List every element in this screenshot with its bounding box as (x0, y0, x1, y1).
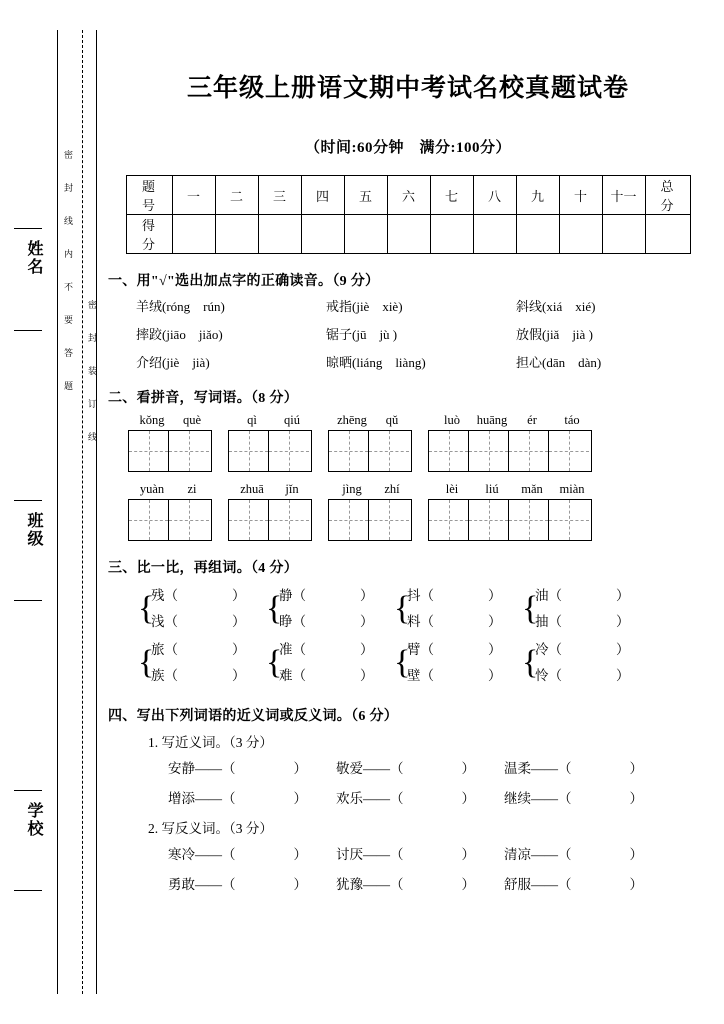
exam-paper-body (108, 0, 708, 903)
tianzige-cell[interactable] (549, 431, 589, 471)
margin-rule-dashed (82, 30, 83, 994)
dash: ——（ (195, 761, 236, 776)
word: 增添 (168, 791, 195, 806)
pinyin-syllable: qì (247, 413, 257, 427)
pinyin-choice-item[interactable]: 介绍(jiè jià) (136, 355, 210, 370)
score-col-11: 十一 (602, 176, 645, 215)
pinyin-syllable: qiú (284, 413, 300, 427)
pinyin-syllable: zhēng (337, 413, 367, 427)
score-blank-1[interactable] (172, 215, 215, 254)
char: 抽 (535, 614, 549, 629)
pinyin-label-group (428, 482, 592, 497)
pinyin-syllable: huāng (476, 413, 508, 427)
tianzige-cell[interactable] (369, 500, 409, 540)
synonym-item (168, 757, 336, 777)
tianzige-grid[interactable] (428, 430, 592, 472)
tianzige-cell[interactable] (169, 431, 209, 471)
answer-blank[interactable]: （ ） (292, 668, 374, 683)
school-label-rule-bottom (14, 890, 42, 891)
pinyin-choice-item[interactable]: 戒指(jiè xiè) (326, 299, 403, 314)
dash: ——（ (531, 847, 572, 862)
char: 油 (535, 588, 549, 603)
compare-line (151, 609, 266, 635)
pinyin-write-row-2 (128, 482, 708, 541)
close-paren: ） (629, 791, 643, 806)
score-blank-10[interactable] (559, 215, 602, 254)
score-blank-11[interactable] (602, 215, 645, 254)
compare-line (279, 663, 394, 689)
pinyin-label-group (228, 413, 312, 428)
close-paren: ） (293, 847, 307, 862)
brace-icon: { (394, 590, 411, 627)
synonym-item (504, 757, 672, 777)
section-3-heading: 三、比一比，再组词。（4 分） (108, 561, 298, 576)
pinyin-label-group (328, 413, 412, 428)
char: 臂 (407, 642, 421, 657)
compare-line (151, 663, 266, 689)
name-label-rule-top (14, 228, 42, 229)
table-row (126, 176, 690, 215)
tianzige-grid[interactable] (128, 499, 212, 541)
brace-icon: { (394, 644, 411, 681)
dash: ——（ (363, 877, 404, 892)
compare-line (407, 637, 522, 663)
score-col-4: 四 (301, 176, 344, 215)
compare-word-pair (522, 637, 650, 689)
pinyin-choice-item[interactable]: 晾晒(liáng liàng) (326, 355, 426, 370)
sealing-binding-text: 密 封 装 订 线 (87, 300, 97, 443)
word: 安静 (168, 761, 195, 776)
pinyin-choice-item[interactable]: 摔跤(jiāo jiǎo) (136, 327, 223, 342)
tianzige-cell[interactable] (269, 431, 309, 471)
compare-word-row-2 (138, 637, 708, 689)
answer-blank[interactable]: （ ） (164, 614, 246, 629)
pinyin-syllable: mǎn (521, 482, 543, 496)
score-blank-7[interactable] (430, 215, 473, 254)
exam-subtitle: （时间:60分钟 满分:100分） (305, 140, 511, 156)
score-blank-2[interactable] (215, 215, 258, 254)
section-2-body (128, 413, 708, 541)
antonym-item (504, 873, 672, 893)
word: 勇敢 (168, 877, 195, 892)
pinyin-write-group (228, 413, 312, 472)
name-label: 姓名 (25, 240, 42, 276)
score-table-row-header-2: 得 分 (126, 215, 172, 254)
word: 舒服 (504, 877, 531, 892)
char: 旅 (151, 642, 165, 657)
brace-icon: { (138, 644, 155, 681)
tianzige-grid[interactable] (228, 499, 312, 541)
antonym-row-1 (168, 843, 708, 863)
answer-blank[interactable]: （ ） (164, 642, 246, 657)
synonym-item (336, 787, 504, 807)
answer-blank[interactable]: （ ） (548, 614, 630, 629)
section-4-body (138, 731, 708, 893)
section-3-body (138, 583, 708, 689)
char: 怜 (535, 668, 549, 683)
score-col-3: 三 (258, 176, 301, 215)
close-paren: ） (629, 847, 643, 862)
tianzige-grid[interactable] (128, 430, 212, 472)
tianzige-cell[interactable] (269, 500, 309, 540)
compare-line (151, 583, 266, 609)
pinyin-syllable: què (182, 413, 202, 427)
tianzige-cell[interactable] (469, 500, 509, 540)
pinyin-choice-row (136, 324, 708, 343)
dash: ——（ (195, 791, 236, 806)
pinyin-syllable: jǐn (285, 482, 299, 496)
char: 静 (279, 588, 293, 603)
synonym-item (504, 787, 672, 807)
pinyin-choice-item[interactable]: 羊绒(róng rún) (136, 299, 225, 314)
pinyin-write-group (128, 413, 212, 472)
seal-line-text: 密 封 线 内 不 要 答 题 (63, 150, 73, 392)
antonym-item (504, 843, 672, 863)
compare-line (407, 609, 522, 635)
word: 清凉 (504, 847, 531, 862)
pinyin-syllable: miàn (559, 482, 585, 496)
margin-rule-outer (57, 30, 58, 994)
word: 寒冷 (168, 847, 195, 862)
pinyin-write-group (328, 482, 412, 541)
tianzige-cell[interactable] (129, 500, 169, 540)
brace-icon: { (266, 644, 283, 681)
char: 难 (279, 668, 293, 683)
pinyin-write-group (128, 482, 212, 541)
tianzige-cell[interactable] (549, 500, 589, 540)
score-blank-8[interactable] (473, 215, 516, 254)
tianzige-cell[interactable] (329, 500, 369, 540)
answer-blank[interactable]: （ ） (292, 614, 374, 629)
brace-icon: { (266, 590, 283, 627)
antonym-item (168, 843, 336, 863)
close-paren: ） (293, 877, 307, 892)
score-col-2: 二 (215, 176, 258, 215)
compare-word-pair (394, 583, 522, 635)
compare-line (279, 609, 394, 635)
pinyin-write-group (228, 482, 312, 541)
answer-blank[interactable]: （ ） (548, 588, 630, 603)
pinyin-choice-row (136, 296, 708, 315)
brace-icon: { (138, 590, 155, 627)
word: 欢乐 (336, 791, 363, 806)
tianzige-cell[interactable] (369, 431, 409, 471)
answer-blank[interactable]: （ ） (420, 588, 502, 603)
tianzige-cell[interactable] (229, 500, 269, 540)
tianzige-cell[interactable] (469, 431, 509, 471)
pinyin-syllable: zhí (384, 482, 400, 496)
close-paren: ） (293, 791, 307, 806)
pinyin-choice-row (136, 352, 708, 371)
answer-blank[interactable]: （ ） (292, 642, 374, 657)
synonym-row-2 (168, 787, 708, 807)
char: 族 (151, 668, 165, 683)
close-paren: ） (293, 761, 307, 776)
compare-line (535, 609, 650, 635)
score-table-row-header: 题 号 (126, 176, 172, 215)
compare-word-pair (522, 583, 650, 635)
char: 壁 (407, 668, 421, 683)
dash: ——（ (363, 761, 404, 776)
section-2-heading: 二、看拼音，写词语。（8 分） (108, 391, 298, 406)
compare-line (279, 637, 394, 663)
score-blank-total[interactable] (645, 215, 690, 254)
class-label-rule-top (14, 500, 42, 501)
compare-word-pair (266, 637, 394, 689)
pinyin-syllable: ér (527, 413, 537, 427)
score-blank-4[interactable] (301, 215, 344, 254)
pinyin-syllable: kǒng (139, 413, 165, 427)
char: 睁 (279, 614, 293, 629)
answer-blank[interactable]: （ ） (420, 614, 502, 629)
dash: ——（ (363, 847, 404, 862)
score-blank-3[interactable] (258, 215, 301, 254)
compare-word-pair (138, 637, 266, 689)
char: 残 (151, 588, 165, 603)
score-blank-9[interactable] (516, 215, 559, 254)
table-row (126, 215, 690, 254)
tianzige-grid[interactable] (328, 499, 412, 541)
tianzige-cell[interactable] (129, 431, 169, 471)
close-paren: ） (461, 791, 475, 806)
compare-line (151, 637, 266, 663)
pinyin-syllable: luò (444, 413, 460, 427)
antonym-item (168, 873, 336, 893)
tianzige-cell[interactable] (509, 431, 549, 471)
pinyin-syllable: táo (564, 413, 580, 427)
close-paren: ） (461, 847, 475, 862)
compare-word-pair (138, 583, 266, 635)
school-label-rule-top (14, 790, 42, 791)
pinyin-label-group (428, 413, 592, 428)
school-label: 学校 (25, 802, 42, 838)
antonym-item (336, 873, 504, 893)
word: 继续 (504, 791, 531, 806)
dash: ——（ (531, 877, 572, 892)
tianzige-cell[interactable] (509, 500, 549, 540)
section-4-sub-1: 1. 写近义词。（3 分） (148, 735, 273, 750)
compare-word-pair (394, 637, 522, 689)
tianzige-cell[interactable] (169, 500, 209, 540)
pinyin-syllable: zi (187, 482, 197, 496)
score-col-total: 总 分 (645, 176, 690, 215)
dash: ——（ (531, 791, 572, 806)
pinyin-label-group (128, 413, 212, 428)
compare-word-pair (266, 583, 394, 635)
word: 讨厌 (336, 847, 363, 862)
class-label: 班级 (25, 512, 42, 548)
score-col-10: 十 (559, 176, 602, 215)
tianzige-grid[interactable] (228, 430, 312, 472)
word: 犹豫 (336, 877, 363, 892)
score-col-5: 五 (344, 176, 387, 215)
answer-blank[interactable]: （ ） (548, 642, 630, 657)
compare-line (279, 583, 394, 609)
synonym-item (168, 787, 336, 807)
pinyin-syllable: jìng (342, 482, 362, 496)
score-col-1: 一 (172, 176, 215, 215)
pinyin-write-group (428, 413, 592, 472)
pinyin-choice-item[interactable]: 锯子(jū jù ) (326, 327, 398, 342)
antonym-row-2 (168, 873, 708, 893)
pinyin-syllable: qǔ (385, 413, 399, 427)
tianzige-grid[interactable] (428, 499, 592, 541)
char: 抖 (407, 588, 421, 603)
pinyin-choice-item[interactable]: 担心(dān dàn) (516, 355, 602, 370)
tianzige-cell[interactable] (429, 431, 469, 471)
answer-blank[interactable]: （ ） (420, 668, 502, 683)
answer-blank[interactable]: （ ） (420, 642, 502, 657)
brace-icon: { (522, 644, 539, 681)
pinyin-syllable: yuàn (139, 482, 165, 496)
name-label-rule-bottom (14, 330, 42, 331)
close-paren: ） (629, 877, 643, 892)
score-table-wrapper (108, 175, 708, 254)
score-col-6: 六 (387, 176, 430, 215)
score-col-8: 八 (473, 176, 516, 215)
pinyin-syllable: zhuā (240, 482, 264, 496)
tianzige-grid[interactable] (328, 430, 412, 472)
dash: ——（ (195, 877, 236, 892)
section-4-sub-2: 2. 写反义词。（3 分） (148, 821, 273, 836)
pinyin-label-group (128, 482, 212, 497)
compare-line (535, 663, 650, 689)
close-paren: ） (629, 761, 643, 776)
synonym-row-1 (168, 757, 708, 777)
score-col-9: 九 (516, 176, 559, 215)
dash: ——（ (195, 847, 236, 862)
antonym-item (336, 843, 504, 863)
close-paren: ） (461, 761, 475, 776)
class-label-rule-bottom (14, 600, 42, 601)
section-4-heading: 四、写出下列词语的近义词或反义词。（6 分） (108, 709, 399, 724)
dash: ——（ (531, 761, 572, 776)
score-col-7: 七 (430, 176, 473, 215)
page-title: 三年级上册语文期中考试名校真题试卷 (186, 75, 629, 102)
answer-blank[interactable]: （ ） (164, 668, 246, 683)
tianzige-cell[interactable] (229, 431, 269, 471)
section-1-body (136, 296, 708, 371)
tianzige-cell[interactable] (329, 431, 369, 471)
compare-line (407, 663, 522, 689)
answer-blank[interactable]: （ ） (292, 588, 374, 603)
pinyin-choice-item[interactable]: 斜线(xiá xié) (516, 299, 596, 314)
section-1-heading: 一、用"√"选出加点字的正确读音。（9 分） (108, 274, 380, 289)
answer-blank[interactable]: （ ） (164, 588, 246, 603)
dash: ——（ (363, 791, 404, 806)
pinyin-label-group (228, 482, 312, 497)
char: 料 (407, 614, 421, 629)
compare-line (407, 583, 522, 609)
word: 敬爱 (336, 761, 363, 776)
pinyin-syllable: liú (485, 482, 499, 496)
margin-rule-inner (96, 30, 97, 994)
synonym-item (336, 757, 504, 777)
close-paren: ） (461, 877, 475, 892)
compare-word-row-1 (138, 583, 708, 635)
word: 温柔 (504, 761, 531, 776)
pinyin-write-row-1 (128, 413, 708, 472)
pinyin-label-group (328, 482, 412, 497)
pinyin-choice-item[interactable]: 放假(jiǎ jià ) (516, 327, 593, 342)
char: 冷 (535, 642, 549, 657)
tianzige-cell[interactable] (429, 500, 469, 540)
char: 准 (279, 642, 293, 657)
score-blank-6[interactable] (387, 215, 430, 254)
compare-line (535, 583, 650, 609)
char: 浅 (151, 614, 165, 629)
brace-icon: { (522, 590, 539, 627)
compare-line (535, 637, 650, 663)
score-blank-5[interactable] (344, 215, 387, 254)
pinyin-write-group (328, 413, 412, 472)
score-table (126, 175, 691, 254)
pinyin-syllable: lèi (445, 482, 459, 496)
answer-blank[interactable]: （ ） (548, 668, 630, 683)
pinyin-write-group (428, 482, 592, 541)
